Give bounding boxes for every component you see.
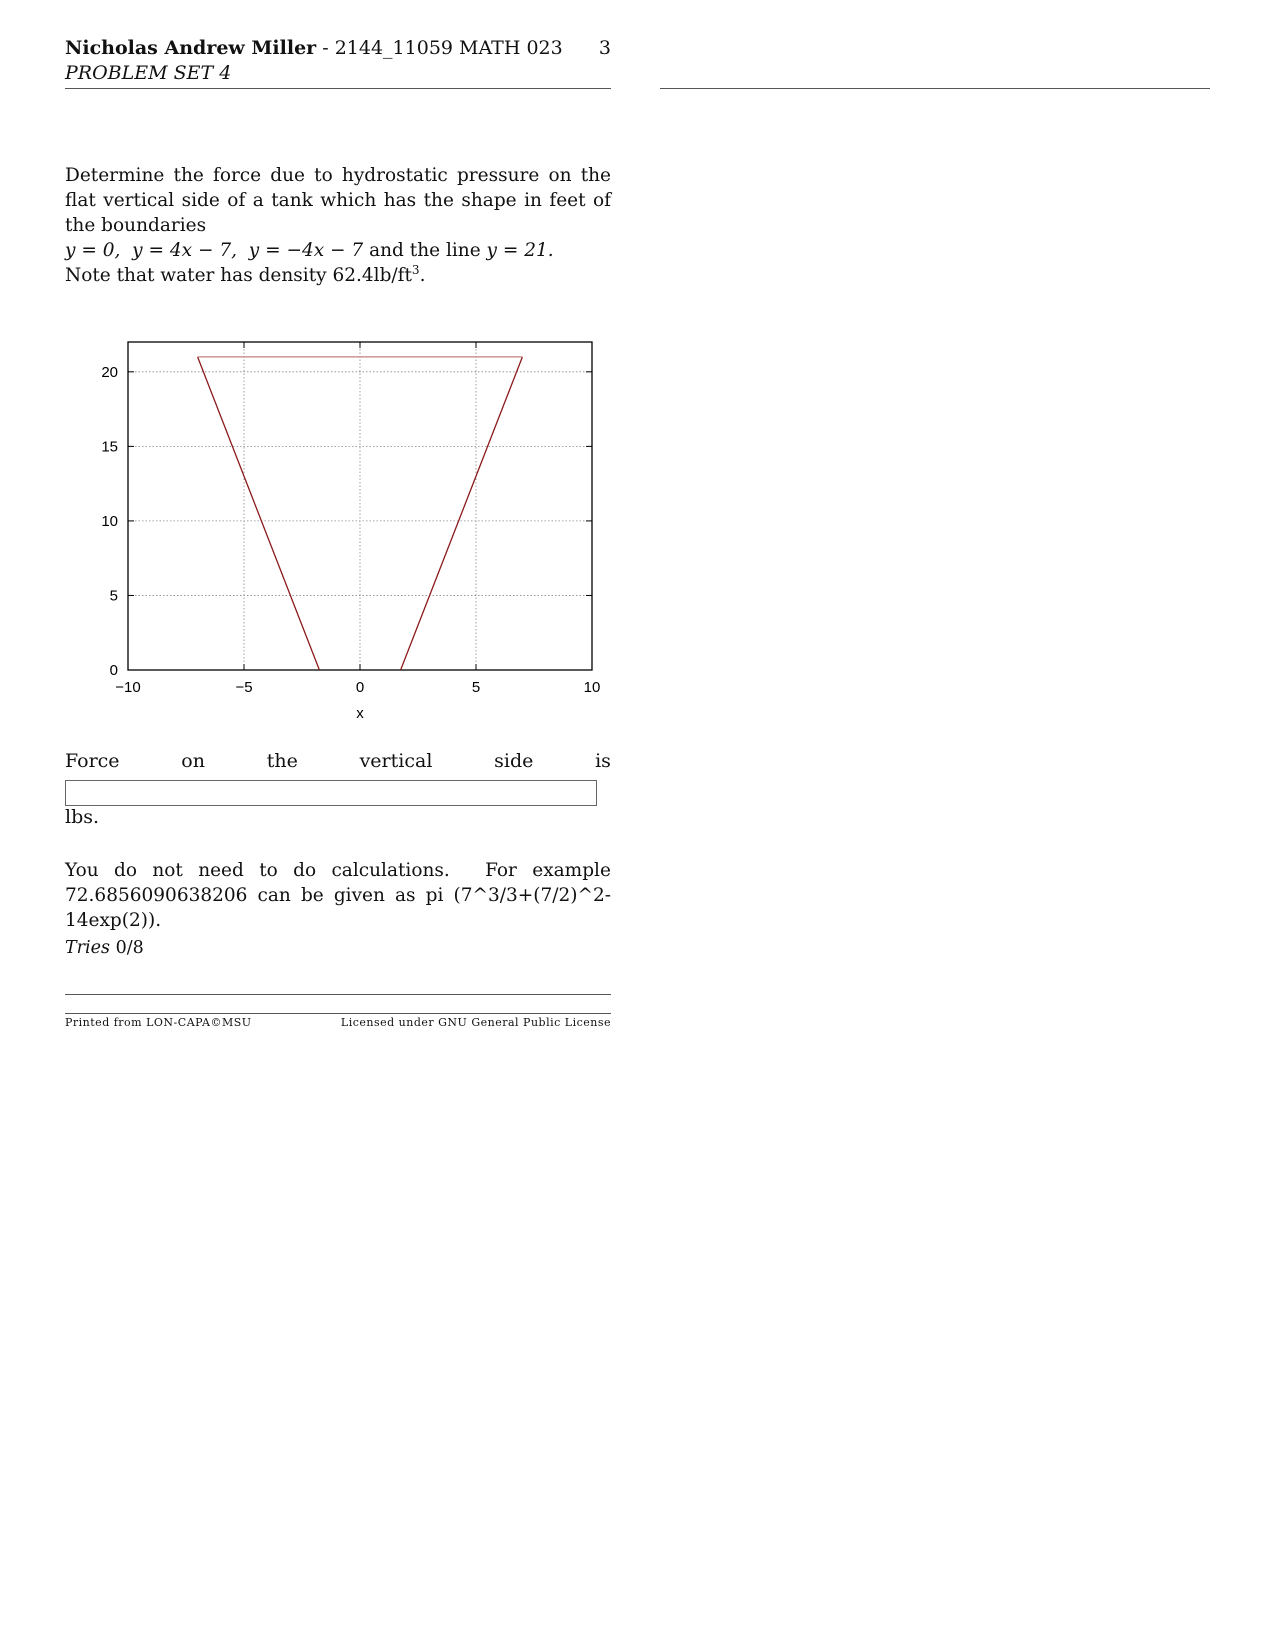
x-tick-label: −10 [115,679,141,696]
hint-line-3: 14exp(2)). [65,910,162,931]
prompt-word: is [595,750,611,772]
tank-shape-plot [85,330,605,720]
hint-paragraph [65,858,611,933]
density-note: Note that water has density 62.4lb/ft [65,265,412,286]
force-answer-input[interactable] [65,780,597,806]
density-exponent: 3 [411,262,420,277]
answer-prompt [65,750,611,772]
equation-1: y = 0, [65,240,121,261]
hint-word: calculations. [331,860,450,881]
equation-connector: and the line [369,240,481,261]
problem-set-title: PROBLEM SET 4 [65,62,232,84]
page-number: 3 [598,37,611,59]
y-tick-label: 0 [109,662,118,679]
series-line [401,357,523,670]
hint-line-2 [65,883,611,908]
footer-license: Licensed under GNU General Public License [340,1016,611,1029]
tries-label: Tries [65,938,110,958]
header-line [65,36,611,61]
hint-word: example [532,860,611,881]
page-header [65,36,611,86]
hint-word: as [395,885,416,906]
problem-text: Determine the force due to hydrostatic pressure on the flat vertical side of a tank which has the shape in feet of the boundaries [65,165,611,236]
header-rule-left [65,88,611,89]
hint-word: need [198,860,244,881]
y-tick-label: 15 [101,438,118,456]
footer-printed-from: Printed from LON-CAPA©MSU [65,1016,252,1029]
footer-rule-2 [65,1013,611,1014]
equation-4: y = 21. [486,240,554,261]
prompt-word: vertical [359,750,433,772]
x-tick-label: 0 [355,679,365,696]
hint-word: You [65,860,99,881]
hint-word: do [293,860,317,881]
answer-unit: lbs. [65,806,100,828]
y-tick-label: 5 [109,587,118,605]
x-tick-label: 10 [583,679,601,696]
header-rule-right [660,88,1210,89]
hint-word: given [333,885,385,906]
hint-word: not [152,860,183,881]
hint-word: do [114,860,137,881]
tries-value: 0/8 [115,938,144,958]
hint-word: to [259,860,278,881]
problem-statement [65,163,611,288]
prompt-word: the [266,750,298,772]
student-name: Nicholas Andrew Miller [65,37,317,59]
series-line [198,357,320,670]
x-axis-label: x [356,705,364,720]
hint-word: For [485,860,517,881]
hint-word: pi [425,885,444,906]
tries-counter [65,938,144,958]
equation-2: y = 4x − 7, [132,240,237,261]
course-info: - 2144_11059 MATH 023 [322,37,563,59]
hint-line-1 [65,858,611,883]
x-tick-label: 5 [471,679,481,696]
footer-rule-1 [65,994,611,995]
density-period: . [419,265,426,286]
x-tick-label: −5 [235,679,253,696]
hint-word: (7^3/3+(7/2)^2- [453,885,611,906]
hint-word: be [300,885,324,906]
y-tick-label: 20 [101,363,118,381]
hint-word: can [257,885,291,906]
hint-word: 72.6856090638206 [65,885,248,906]
prompt-word: Force [65,750,120,772]
prompt-word: on [181,750,205,772]
equation-3: y = −4x − 7 [248,240,364,261]
page-footer [65,1016,611,1029]
prompt-word: side [494,750,534,772]
y-tick-label: 10 [101,512,118,530]
